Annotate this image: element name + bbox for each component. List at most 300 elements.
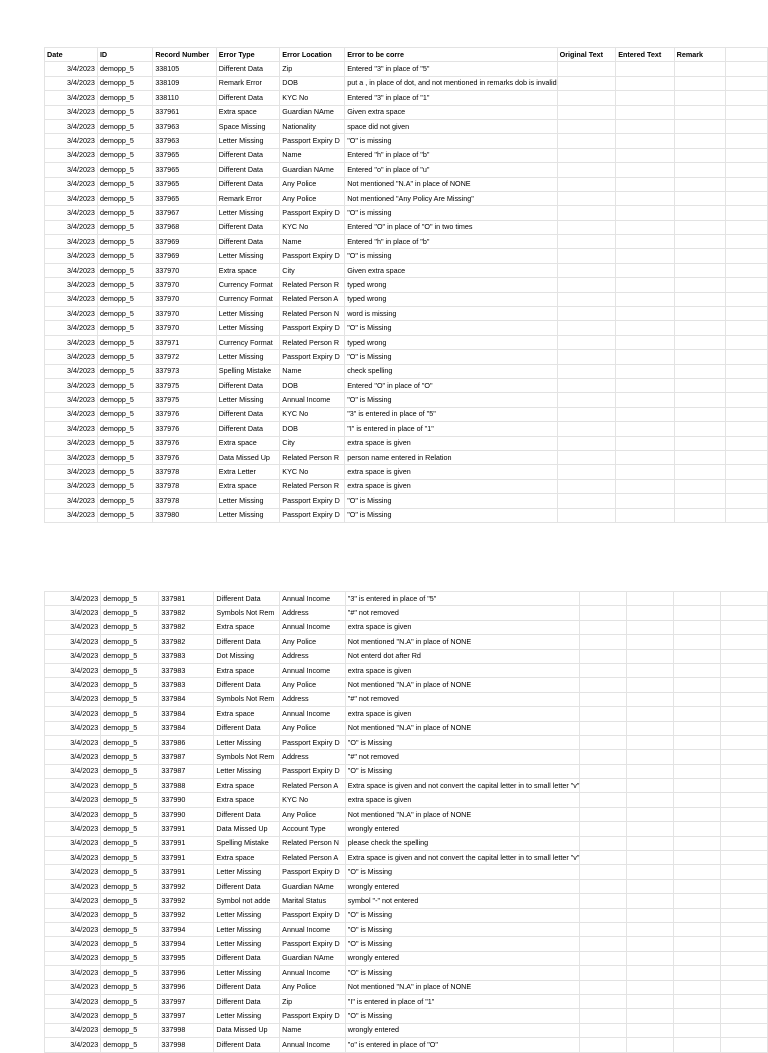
id-cell: demopp_5 bbox=[101, 937, 159, 951]
empty-cell bbox=[580, 865, 627, 879]
table-row bbox=[45, 422, 768, 436]
error-log-table-page-1 bbox=[44, 47, 768, 523]
header-error-to-be-corrected: Error to be corre bbox=[345, 48, 557, 62]
error-type-cell: Currency Format bbox=[216, 335, 279, 349]
empty-cell bbox=[720, 879, 767, 893]
error-type-cell: Letter Missing bbox=[214, 1009, 280, 1023]
empty-cell bbox=[557, 321, 616, 335]
error-type-cell: Different Data bbox=[214, 1038, 280, 1052]
error-description-cell: check spelling bbox=[345, 364, 557, 378]
date-cell: 3/4/2023 bbox=[45, 1009, 101, 1023]
empty-cell bbox=[557, 494, 616, 508]
empty-cell bbox=[726, 350, 768, 364]
error-description-cell: Extra space is given and not convert the capital letter in to small letter "v" bbox=[345, 779, 580, 793]
table-row bbox=[45, 76, 768, 90]
error-description-cell: Not mentioned "N.A" in place of NONE bbox=[345, 177, 557, 191]
header-remark: Remark bbox=[674, 48, 726, 62]
error-type-cell: Data Missed Up bbox=[214, 822, 280, 836]
empty-cell bbox=[726, 307, 768, 321]
error-type-cell: Different Data bbox=[216, 163, 279, 177]
error-description-cell: "O" is Missing bbox=[345, 908, 580, 922]
record-number-cell: 337983 bbox=[159, 678, 214, 692]
empty-cell bbox=[673, 764, 720, 778]
empty-cell bbox=[557, 177, 616, 191]
empty-cell bbox=[726, 91, 768, 105]
empty-cell bbox=[580, 764, 627, 778]
table-row bbox=[45, 1023, 768, 1037]
error-type-cell: Currency Format bbox=[216, 278, 279, 292]
empty-cell bbox=[720, 922, 767, 936]
record-number-cell: 337963 bbox=[153, 119, 216, 133]
error-location-cell: KYC No bbox=[280, 793, 346, 807]
error-location-cell: Zip bbox=[280, 994, 346, 1008]
empty-cell bbox=[726, 249, 768, 263]
date-cell: 3/4/2023 bbox=[45, 649, 101, 663]
empty-cell bbox=[580, 922, 627, 936]
id-cell: demopp_5 bbox=[101, 779, 159, 793]
record-number-cell: 337988 bbox=[159, 779, 214, 793]
error-location-cell: KYC No bbox=[280, 407, 345, 421]
empty-cell bbox=[616, 422, 674, 436]
error-description-cell: "O" is missing bbox=[345, 249, 557, 263]
error-type-cell: Extra space bbox=[214, 793, 280, 807]
record-number-cell: 337984 bbox=[159, 721, 214, 735]
empty-cell bbox=[580, 937, 627, 951]
empty-cell bbox=[720, 865, 767, 879]
empty-cell bbox=[616, 393, 674, 407]
error-type-cell: Extra space bbox=[214, 779, 280, 793]
error-type-cell: Letter Missing bbox=[216, 134, 279, 148]
empty-cell bbox=[580, 663, 627, 677]
error-description-cell: "O" is Missing bbox=[345, 937, 580, 951]
table-row bbox=[45, 663, 768, 677]
record-number-cell: 337978 bbox=[153, 479, 216, 493]
empty-cell bbox=[720, 735, 767, 749]
error-type-cell: Different Data bbox=[216, 148, 279, 162]
error-description-cell: typed wrong bbox=[345, 278, 557, 292]
empty-cell bbox=[627, 994, 674, 1008]
error-location-cell: Address bbox=[280, 649, 346, 663]
empty-cell bbox=[580, 606, 627, 620]
empty-cell bbox=[616, 220, 674, 234]
table-row bbox=[45, 735, 768, 749]
date-cell: 3/4/2023 bbox=[45, 721, 101, 735]
record-number-cell: 337996 bbox=[159, 980, 214, 994]
empty-cell bbox=[580, 994, 627, 1008]
empty-cell bbox=[726, 263, 768, 277]
table-row bbox=[45, 91, 768, 105]
error-location-cell: DOB bbox=[280, 76, 345, 90]
empty-cell bbox=[557, 335, 616, 349]
date-cell: 3/4/2023 bbox=[45, 278, 98, 292]
empty-cell bbox=[580, 894, 627, 908]
error-location-cell: Passport Expiry D bbox=[280, 206, 345, 220]
table-row bbox=[45, 134, 768, 148]
empty-cell bbox=[674, 508, 726, 522]
empty-cell bbox=[616, 62, 674, 76]
error-location-cell: Any Police bbox=[280, 177, 345, 191]
error-description-cell: Not mentioned "N.A" in place of NONE bbox=[345, 807, 580, 821]
table-row bbox=[45, 177, 768, 191]
empty-cell bbox=[674, 148, 726, 162]
date-cell: 3/4/2023 bbox=[45, 994, 101, 1008]
error-type-cell: Letter Missing bbox=[214, 966, 280, 980]
empty-cell bbox=[627, 879, 674, 893]
header-date: Date bbox=[45, 48, 98, 62]
record-number-cell: 337992 bbox=[159, 894, 214, 908]
error-type-cell: Different Data bbox=[216, 177, 279, 191]
id-cell: demopp_5 bbox=[101, 635, 159, 649]
empty-cell bbox=[557, 163, 616, 177]
empty-cell bbox=[557, 350, 616, 364]
error-location-cell: Passport Expiry D bbox=[280, 764, 346, 778]
error-description-cell: "O" is Missing bbox=[345, 922, 580, 936]
id-cell: demopp_5 bbox=[101, 663, 159, 677]
id-cell: demopp_5 bbox=[101, 865, 159, 879]
empty-cell bbox=[674, 450, 726, 464]
error-type-cell: Symbols Not Rem bbox=[214, 692, 280, 706]
id-cell: demopp_5 bbox=[101, 721, 159, 735]
empty-cell bbox=[557, 292, 616, 306]
date-cell: 3/4/2023 bbox=[45, 1023, 101, 1037]
record-number-cell: 337992 bbox=[159, 908, 214, 922]
record-number-cell: 337983 bbox=[159, 663, 214, 677]
empty-cell bbox=[627, 980, 674, 994]
empty-cell bbox=[627, 922, 674, 936]
error-location-cell: Related Person R bbox=[280, 479, 345, 493]
empty-cell bbox=[580, 678, 627, 692]
empty-cell bbox=[726, 364, 768, 378]
record-number-cell: 337975 bbox=[153, 393, 216, 407]
date-cell: 3/4/2023 bbox=[45, 908, 101, 922]
record-number-cell: 337976 bbox=[153, 407, 216, 421]
id-cell: demopp_5 bbox=[101, 750, 159, 764]
empty-cell bbox=[557, 220, 616, 234]
error-location-cell: Annual Income bbox=[280, 663, 346, 677]
error-location-cell: Guardian NAme bbox=[280, 879, 346, 893]
empty-cell bbox=[627, 793, 674, 807]
table-row bbox=[45, 321, 768, 335]
error-location-cell: DOB bbox=[280, 422, 345, 436]
error-description-cell: please check the spelling bbox=[345, 836, 580, 850]
empty-cell bbox=[720, 937, 767, 951]
empty-cell bbox=[616, 134, 674, 148]
empty-cell bbox=[557, 307, 616, 321]
id-cell: demopp_5 bbox=[97, 76, 152, 90]
header-entered-text: Entered Text bbox=[616, 48, 674, 62]
error-type-cell: Data Missed Up bbox=[214, 1023, 280, 1037]
table-row bbox=[45, 249, 768, 263]
empty-cell bbox=[726, 163, 768, 177]
empty-cell bbox=[726, 335, 768, 349]
empty-cell bbox=[673, 620, 720, 634]
id-cell: demopp_5 bbox=[97, 450, 152, 464]
error-type-cell: Data Missed Up bbox=[216, 450, 279, 464]
table-row bbox=[45, 908, 768, 922]
empty-cell bbox=[720, 1009, 767, 1023]
table-row bbox=[45, 807, 768, 821]
id-cell: demopp_5 bbox=[97, 177, 152, 191]
error-type-cell: Different Data bbox=[216, 378, 279, 392]
empty-cell bbox=[673, 1009, 720, 1023]
empty-cell bbox=[557, 206, 616, 220]
table-row bbox=[45, 678, 768, 692]
error-type-cell: Letter Missing bbox=[216, 508, 279, 522]
table-row bbox=[45, 263, 768, 277]
date-cell: 3/4/2023 bbox=[45, 707, 101, 721]
empty-cell bbox=[674, 393, 726, 407]
empty-cell bbox=[726, 393, 768, 407]
table-row bbox=[45, 148, 768, 162]
empty-cell bbox=[580, 707, 627, 721]
empty-cell bbox=[726, 479, 768, 493]
empty-cell bbox=[673, 635, 720, 649]
empty-cell bbox=[674, 479, 726, 493]
error-type-cell: Different Data bbox=[214, 721, 280, 735]
date-cell: 3/4/2023 bbox=[45, 292, 98, 306]
error-description-cell: "O" is missing bbox=[345, 134, 557, 148]
empty-cell bbox=[627, 779, 674, 793]
date-cell: 3/4/2023 bbox=[45, 879, 101, 893]
error-description-cell: extra space is given bbox=[345, 479, 557, 493]
error-location-cell: Marital Status bbox=[280, 894, 346, 908]
empty-cell bbox=[726, 450, 768, 464]
empty-cell bbox=[580, 750, 627, 764]
date-cell: 3/4/2023 bbox=[45, 105, 98, 119]
date-cell: 3/4/2023 bbox=[45, 393, 98, 407]
empty-cell bbox=[627, 663, 674, 677]
error-description-cell: "O" is Missing bbox=[345, 494, 557, 508]
error-type-cell: Different Data bbox=[214, 807, 280, 821]
error-location-cell: Zip bbox=[280, 62, 345, 76]
date-cell: 3/4/2023 bbox=[45, 206, 98, 220]
error-location-cell: Address bbox=[280, 606, 346, 620]
id-cell: demopp_5 bbox=[97, 364, 152, 378]
error-description-cell: extra space is given bbox=[345, 663, 580, 677]
empty-cell bbox=[580, 822, 627, 836]
empty-cell bbox=[720, 649, 767, 663]
table-row bbox=[45, 220, 768, 234]
error-type-cell: Symbols Not Rem bbox=[214, 606, 280, 620]
record-number-cell: 337998 bbox=[159, 1023, 214, 1037]
error-description-cell: Not mentioned "N.A" in place of NONE bbox=[345, 635, 580, 649]
error-location-cell: Related Person N bbox=[280, 836, 346, 850]
id-cell: demopp_5 bbox=[97, 191, 152, 205]
error-type-cell: Extra space bbox=[216, 105, 279, 119]
id-cell: demopp_5 bbox=[101, 980, 159, 994]
error-type-cell: Extra space bbox=[214, 620, 280, 634]
record-number-cell: 337982 bbox=[159, 635, 214, 649]
empty-cell bbox=[674, 263, 726, 277]
id-cell: demopp_5 bbox=[97, 163, 152, 177]
record-number-cell: 337982 bbox=[159, 606, 214, 620]
empty-cell bbox=[616, 235, 674, 249]
error-description-cell: "#" not removed bbox=[345, 606, 580, 620]
error-description-cell: "#" not removed bbox=[345, 750, 580, 764]
empty-cell bbox=[627, 620, 674, 634]
table-row bbox=[45, 191, 768, 205]
empty-cell bbox=[627, 707, 674, 721]
empty-cell bbox=[720, 707, 767, 721]
empty-cell bbox=[673, 692, 720, 706]
empty-cell bbox=[627, 764, 674, 778]
error-type-cell: Extra space bbox=[216, 436, 279, 450]
empty-cell bbox=[674, 335, 726, 349]
date-cell: 3/4/2023 bbox=[45, 177, 98, 191]
empty-cell bbox=[580, 793, 627, 807]
empty-cell bbox=[726, 148, 768, 162]
empty-cell bbox=[726, 206, 768, 220]
error-description-cell: Given extra space bbox=[345, 105, 557, 119]
id-cell: demopp_5 bbox=[101, 836, 159, 850]
table-row bbox=[45, 879, 768, 893]
id-cell: demopp_5 bbox=[101, 1038, 159, 1052]
error-location-cell: Annual Income bbox=[280, 966, 346, 980]
table-row bbox=[45, 307, 768, 321]
empty-cell bbox=[720, 779, 767, 793]
empty-cell bbox=[674, 191, 726, 205]
empty-cell bbox=[673, 649, 720, 663]
empty-cell bbox=[627, 692, 674, 706]
empty-cell bbox=[674, 407, 726, 421]
empty-cell bbox=[580, 966, 627, 980]
error-type-cell: Remark Error bbox=[216, 191, 279, 205]
empty-cell bbox=[627, 635, 674, 649]
error-location-cell: Passport Expiry D bbox=[280, 865, 346, 879]
error-location-cell: Name bbox=[280, 364, 345, 378]
empty-cell bbox=[616, 436, 674, 450]
error-location-cell: Passport Expiry D bbox=[280, 494, 345, 508]
error-type-cell: Space Missing bbox=[216, 119, 279, 133]
table-row bbox=[45, 350, 768, 364]
error-location-cell: Related Person A bbox=[280, 292, 345, 306]
empty-cell bbox=[557, 278, 616, 292]
empty-cell bbox=[673, 865, 720, 879]
error-type-cell: Different Data bbox=[214, 879, 280, 893]
date-cell: 3/4/2023 bbox=[45, 163, 98, 177]
error-description-cell: extra space is given bbox=[345, 436, 557, 450]
empty-cell bbox=[557, 119, 616, 133]
empty-cell bbox=[674, 119, 726, 133]
empty-cell bbox=[674, 235, 726, 249]
error-description-cell: "O" is Missing bbox=[345, 393, 557, 407]
empty-cell bbox=[616, 278, 674, 292]
record-number-cell: 337971 bbox=[153, 335, 216, 349]
error-location-cell: Address bbox=[280, 692, 346, 706]
table-row bbox=[45, 865, 768, 879]
empty-cell bbox=[557, 62, 616, 76]
record-number-cell: 337997 bbox=[159, 994, 214, 1008]
empty-cell bbox=[616, 191, 674, 205]
empty-cell bbox=[616, 350, 674, 364]
empty-cell bbox=[580, 980, 627, 994]
error-location-cell: Related Person A bbox=[280, 779, 346, 793]
error-location-cell: Nationality bbox=[280, 119, 345, 133]
table-row bbox=[45, 721, 768, 735]
error-type-cell: Letter Missing bbox=[216, 494, 279, 508]
error-description-cell: Entered "O" in place of "O" bbox=[345, 378, 557, 392]
error-type-cell: Different Data bbox=[216, 407, 279, 421]
header-record-number: Record Number bbox=[153, 48, 216, 62]
error-type-cell: Letter Missing bbox=[216, 350, 279, 364]
error-type-cell: Letter Missing bbox=[214, 908, 280, 922]
empty-cell bbox=[720, 851, 767, 865]
id-cell: demopp_5 bbox=[101, 764, 159, 778]
error-type-cell: Different Data bbox=[214, 980, 280, 994]
record-number-cell: 337992 bbox=[159, 879, 214, 893]
empty-cell bbox=[726, 436, 768, 450]
error-description-cell: "O" is Missing bbox=[345, 1009, 580, 1023]
error-location-cell: Related Person A bbox=[280, 851, 346, 865]
error-type-cell: Different Data bbox=[216, 220, 279, 234]
empty-cell bbox=[720, 836, 767, 850]
empty-cell bbox=[720, 721, 767, 735]
error-type-cell: Letter Missing bbox=[214, 735, 280, 749]
date-cell: 3/4/2023 bbox=[45, 692, 101, 706]
record-number-cell: 337987 bbox=[159, 750, 214, 764]
empty-cell bbox=[720, 951, 767, 965]
error-description-cell: typed wrong bbox=[345, 292, 557, 306]
error-description-cell: wrongly entered bbox=[345, 1023, 580, 1037]
empty-cell bbox=[616, 249, 674, 263]
date-cell: 3/4/2023 bbox=[45, 62, 98, 76]
error-type-cell: Letter Missing bbox=[216, 393, 279, 407]
empty-cell bbox=[673, 1023, 720, 1037]
record-number-cell: 337995 bbox=[159, 951, 214, 965]
error-location-cell: Passport Expiry D bbox=[280, 937, 346, 951]
empty-cell bbox=[557, 91, 616, 105]
date-cell: 3/4/2023 bbox=[45, 793, 101, 807]
empty-cell bbox=[726, 220, 768, 234]
empty-cell bbox=[580, 592, 627, 606]
table-row bbox=[45, 508, 768, 522]
table-row bbox=[45, 62, 768, 76]
date-cell: 3/4/2023 bbox=[45, 134, 98, 148]
id-cell: demopp_5 bbox=[101, 592, 159, 606]
id-cell: demopp_5 bbox=[97, 62, 152, 76]
id-cell: demopp_5 bbox=[101, 678, 159, 692]
id-cell: demopp_5 bbox=[101, 908, 159, 922]
empty-cell bbox=[720, 994, 767, 1008]
empty-cell bbox=[726, 134, 768, 148]
error-location-cell: Name bbox=[280, 148, 345, 162]
error-description-cell: person name entered in Relation bbox=[345, 450, 557, 464]
id-cell: demopp_5 bbox=[97, 263, 152, 277]
date-cell: 3/4/2023 bbox=[45, 620, 101, 634]
error-location-cell: Any Police bbox=[280, 678, 346, 692]
record-number-cell: 337969 bbox=[153, 249, 216, 263]
error-location-cell: Related Person R bbox=[280, 450, 345, 464]
error-type-cell: Letter Missing bbox=[214, 922, 280, 936]
empty-cell bbox=[674, 321, 726, 335]
error-description-cell: "I" is entered in place of "1" bbox=[345, 994, 580, 1008]
date-cell: 3/4/2023 bbox=[45, 807, 101, 821]
empty-cell bbox=[557, 407, 616, 421]
empty-cell bbox=[674, 134, 726, 148]
empty-cell bbox=[557, 235, 616, 249]
empty-cell bbox=[627, 937, 674, 951]
date-cell: 3/4/2023 bbox=[45, 894, 101, 908]
empty-cell bbox=[674, 278, 726, 292]
empty-cell bbox=[726, 191, 768, 205]
table-row bbox=[45, 119, 768, 133]
error-type-cell: Symbol not adde bbox=[214, 894, 280, 908]
date-cell: 3/4/2023 bbox=[45, 91, 98, 105]
id-cell: demopp_5 bbox=[97, 105, 152, 119]
empty-cell bbox=[674, 494, 726, 508]
empty-cell bbox=[580, 951, 627, 965]
error-location-cell: Passport Expiry D bbox=[280, 1009, 346, 1023]
